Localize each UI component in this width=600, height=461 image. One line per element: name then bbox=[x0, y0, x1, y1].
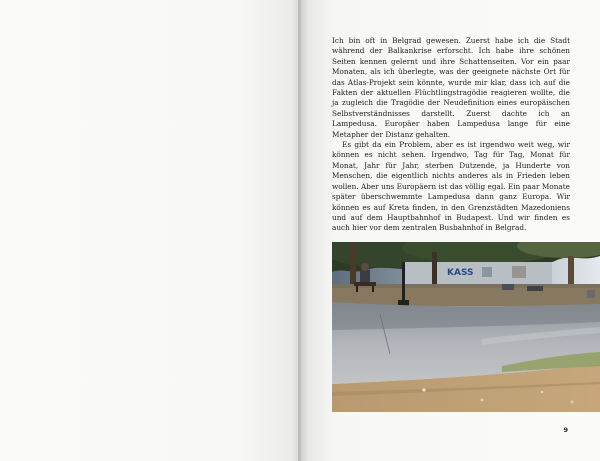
body-text bbox=[332, 36, 570, 234]
park-photo bbox=[332, 242, 600, 412]
paragraph-1: Ich bin oft in Belgrad gewesen. Zuerst habe ich die Stadt während der Balkankrise erforscht. Ich habe ihre schönen Seiten kennen gelernt und ihre Schattenseiten. Vor ein paar Monaten, als ich überlegte, was der geeignete nächste Ort für das Atlas-Projekt sein könnte, wurde mir klar, dass ich auf die Fakten der aktuellen Flüchtlingstragödie reagieren wollte, die ja zugleich die Tragödie der Neudefinition eines europäischen Selbstverständnisses darstellt. Zuerst dachte ich an Lampedusa. Europäer haben Lampedusa lange für eine Metapher der Distanz gehalten. bbox=[332, 36, 570, 139]
book-gutter bbox=[298, 0, 301, 461]
graffiti-label: KASS bbox=[447, 268, 474, 278]
page-number: 9 bbox=[563, 426, 568, 434]
park-photo-image bbox=[332, 242, 600, 412]
paragraph-2: Es gibt da ein Problem, aber es ist irgendwo weit weg, wir können es nicht sehen. Irgendwo, Tag für Tag, Monat für Monat, Jahr für Jahr, sterben Dutzende, ja Hunderte von Menschen, die eigentlich nichts anderes als in Frieden leben wollen. Aber uns Europäern ist das völlig egal. Ein paar Monate später überschwemmte Lampedusa dann ganz Europa. Wir können es auf Kreta finden, in den Grenzstädten Mazedoniens und auf dem Hauptbahnhof in Budapest. Und wir finden es auch hier vor dem zentralen Busbahnhof in Belgrad. bbox=[332, 140, 570, 233]
